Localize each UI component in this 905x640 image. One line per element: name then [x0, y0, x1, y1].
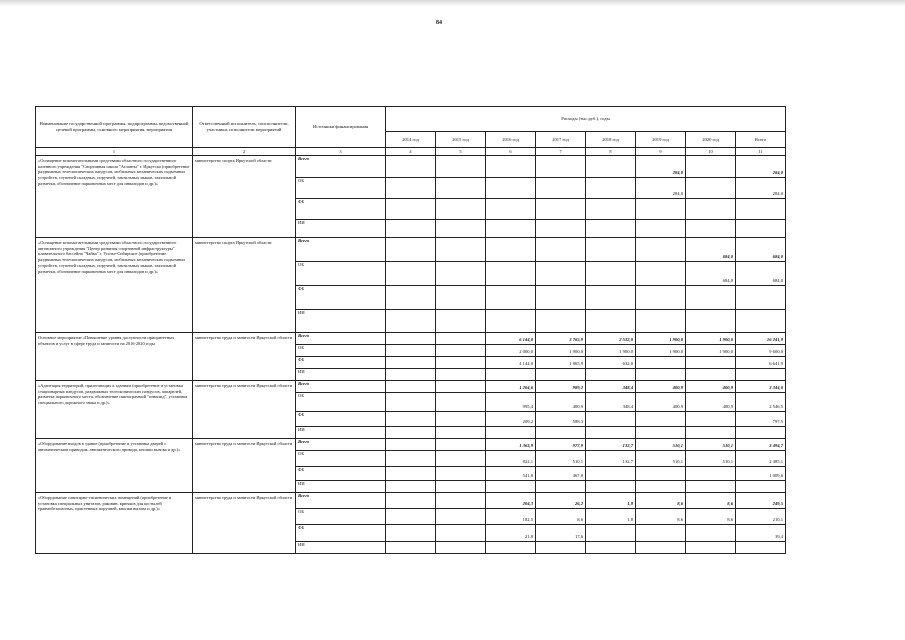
amount-cell: 1 900,0: [636, 333, 686, 345]
amount-cell: [436, 509, 486, 525]
amount-cell: 1 204,6: [486, 381, 536, 393]
amount-cell: [586, 412, 636, 427]
amount-cell: [386, 220, 436, 238]
amount-cell: 6 144,0: [486, 333, 536, 345]
funding-source: ИИ: [296, 481, 386, 493]
amount-cell: 1 363,9: [486, 439, 536, 451]
amount-cell: [386, 525, 436, 542]
amount-cell: [636, 310, 686, 333]
amount-cell: [436, 369, 486, 381]
header-year: 2015 год: [436, 132, 486, 148]
header-year: 2017 год: [536, 132, 586, 148]
amount-cell: [736, 199, 786, 220]
amount-cell: [736, 369, 786, 381]
amount-cell: [486, 542, 536, 554]
amount-cell: 8,6: [686, 509, 736, 525]
amount-cell: [686, 286, 736, 310]
amount-cell: 8,6: [686, 493, 736, 509]
amount-cell: 995,4: [486, 393, 536, 412]
column-index: 7: [536, 148, 586, 156]
amount-cell: [686, 357, 736, 369]
amount-cell: [386, 357, 436, 369]
amount-cell: 632,0: [586, 357, 636, 369]
amount-cell: [436, 467, 486, 481]
amount-cell: [486, 427, 536, 439]
amount-cell: [486, 369, 536, 381]
table-row: [36, 156, 786, 178]
amount-cell: 989,2: [536, 381, 586, 393]
amount-cell: 684,0: [736, 262, 786, 286]
table-row: [36, 439, 786, 451]
column-index: 3: [296, 148, 386, 156]
amount-cell: [686, 525, 736, 542]
amount-cell: [536, 178, 586, 199]
amount-cell: 1 865,9: [536, 357, 586, 369]
amount-cell: 400,9: [636, 393, 686, 412]
amount-cell: 2 546,5: [736, 393, 786, 412]
amount-cell: 684,0: [736, 238, 786, 262]
amount-cell: [736, 286, 786, 310]
column-index: 2: [193, 148, 296, 156]
amount-cell: [536, 262, 586, 286]
table-row: [36, 238, 786, 262]
amount-cell: 1 900,0: [586, 345, 636, 357]
amount-cell: 6 641,9: [736, 357, 786, 369]
amount-cell: 2 532,0: [586, 333, 636, 345]
amount-cell: [486, 156, 536, 178]
amount-cell: [536, 542, 586, 554]
amount-cell: [586, 156, 636, 178]
amount-cell: [636, 199, 686, 220]
funding-source: ОБ: [296, 178, 386, 199]
funding-source: ОБ: [296, 451, 386, 467]
amount-cell: [436, 439, 486, 451]
amount-cell: 510,1: [536, 451, 586, 467]
amount-cell: [586, 310, 636, 333]
amount-cell: [686, 542, 736, 554]
amount-cell: [686, 220, 736, 238]
funding-source: ФБ: [296, 467, 386, 481]
header-responsible: Ответственный исполнитель, соисполнители, участники, исполнители мероприятий: [193, 107, 296, 148]
amount-cell: 510,1: [686, 439, 736, 451]
amount-cell: [436, 286, 486, 310]
amount-cell: [536, 310, 586, 333]
header-year: 2014 год: [386, 132, 436, 148]
amount-cell: [686, 310, 736, 333]
amount-cell: [386, 412, 436, 427]
responsible-executor: министерство спорта Иркутской области: [193, 238, 296, 333]
header-year: 2016 год: [486, 132, 536, 148]
responsible-executor: министерство труда и занятости Иркутской области: [193, 333, 296, 381]
amount-cell: 8,6: [536, 509, 586, 525]
amount-cell: [436, 238, 486, 262]
amount-cell: [436, 345, 486, 357]
amount-cell: 510,1: [636, 451, 686, 467]
funding-source: Всего: [296, 238, 386, 262]
expenses-table: [35, 106, 786, 554]
amount-cell: [586, 262, 636, 286]
amount-cell: [586, 238, 636, 262]
header-source: Источники финансирования: [296, 107, 386, 148]
responsible-executor: министерство спорта Иркутской области: [193, 156, 296, 238]
amount-cell: 26,2: [536, 493, 586, 509]
amount-cell: [586, 481, 636, 493]
amount-cell: [436, 220, 486, 238]
amount-cell: [436, 333, 486, 345]
amount-cell: [386, 262, 436, 286]
amount-cell: [586, 199, 636, 220]
amount-cell: [436, 310, 486, 333]
amount-cell: 210,1: [736, 509, 786, 525]
amount-cell: 1 900,0: [536, 345, 586, 357]
amount-cell: [436, 199, 486, 220]
column-index-row: [36, 148, 786, 156]
funding-source: ИИ: [296, 427, 386, 439]
table-body: [36, 156, 786, 554]
amount-cell: [386, 345, 436, 357]
amount-cell: 9 600,0: [736, 345, 786, 357]
amount-cell: [536, 481, 586, 493]
amount-cell: 249,5: [736, 493, 786, 509]
amount-cell: 541,8: [486, 467, 536, 481]
amount-cell: 1 009,6: [736, 467, 786, 481]
funding-source: Всего: [296, 493, 386, 509]
amount-cell: 1 900,0: [686, 333, 736, 345]
amount-cell: 510,1: [636, 439, 686, 451]
header-expenses: Расходы (тыс.руб.), годы: [386, 107, 786, 132]
table-header: [36, 107, 786, 156]
funding-source: ИИ: [296, 310, 386, 333]
amount-cell: [436, 427, 486, 439]
amount-cell: 3 494,7: [736, 439, 786, 451]
amount-cell: 1,8: [586, 493, 636, 509]
amount-cell: [536, 369, 586, 381]
amount-cell: 797,5: [736, 412, 786, 427]
amount-cell: 400,9: [686, 381, 736, 393]
amount-cell: [736, 310, 786, 333]
amount-cell: 400,9: [536, 393, 586, 412]
amount-cell: [536, 220, 586, 238]
amount-cell: 8,6: [636, 509, 686, 525]
funding-source: ФБ: [296, 357, 386, 369]
amount-cell: [486, 262, 536, 286]
amount-cell: 21,8: [486, 525, 536, 542]
amount-cell: [686, 412, 736, 427]
funding-source: ФБ: [296, 199, 386, 220]
table-row: [36, 381, 786, 393]
column-index: 5: [436, 148, 486, 156]
amount-cell: [386, 467, 436, 481]
column-index: 6: [486, 148, 536, 156]
amount-cell: [386, 481, 436, 493]
amount-cell: [586, 427, 636, 439]
amount-cell: 3 765,9: [536, 333, 586, 345]
amount-cell: [736, 481, 786, 493]
amount-cell: [436, 412, 486, 427]
amount-cell: [386, 333, 436, 345]
page-number: 84: [436, 20, 442, 26]
amount-cell: 1 900,0: [686, 345, 736, 357]
activity-name: «Оборудование входов в здание (приобретение и установка дверей с автоматическим приводом, автоматического привода, кнопки вызова и др.)»: [36, 439, 193, 493]
responsible-executor: министерство труда и занятости Иркутской области: [193, 493, 296, 554]
amount-cell: [486, 310, 536, 333]
amount-cell: [736, 220, 786, 238]
column-index: 4: [386, 148, 436, 156]
amount-cell: [486, 481, 536, 493]
amount-cell: 2 485,1: [736, 451, 786, 467]
funding-source: ОБ: [296, 509, 386, 525]
amount-cell: [386, 369, 436, 381]
amount-cell: [686, 156, 736, 178]
amount-cell: [586, 467, 636, 481]
amount-cell: [436, 156, 486, 178]
header-year: 2018 год: [586, 132, 636, 148]
amount-cell: [386, 393, 436, 412]
amount-cell: 510,1: [686, 451, 736, 467]
amount-cell: [436, 178, 486, 199]
responsible-executor: министерство труда и занятости Иркутской области: [193, 439, 296, 493]
amount-cell: [536, 156, 586, 178]
amount-cell: [686, 481, 736, 493]
column-index: 11: [736, 148, 786, 156]
amount-cell: 132,7: [586, 451, 636, 467]
amount-cell: [486, 199, 536, 220]
activity-name: «Адаптация территорий, прилегающих к зданиям (приобретение и установка стационарных пандусов, раздвижных телескопических пандусов, аппарелей, разметка парковочного места, обозначение пиктограммой "инвалид", установка специального дорожного знака и др.)»: [36, 381, 193, 439]
amount-cell: [736, 427, 786, 439]
amount-cell: [386, 439, 436, 451]
amount-cell: 588,3: [536, 412, 586, 427]
amount-cell: [436, 525, 486, 542]
amount-cell: [586, 286, 636, 310]
amount-cell: [586, 178, 636, 199]
funding-source: ОБ: [296, 345, 386, 357]
column-index: 10: [686, 148, 736, 156]
funding-source: ИИ: [296, 220, 386, 238]
funding-source: ФБ: [296, 525, 386, 542]
header-year: Всего: [736, 132, 786, 148]
funding-source: Всего: [296, 439, 386, 451]
table-row: [36, 493, 786, 509]
header-program: Наименование государственной программы, подпрограммы, ведомственной целевой программы, основного мероприятия, мероприятия: [36, 107, 193, 148]
amount-cell: [436, 262, 486, 286]
amount-cell: [436, 451, 486, 467]
amount-cell: [636, 357, 686, 369]
funding-source: ФБ: [296, 286, 386, 310]
amount-cell: 684,0: [686, 262, 736, 286]
amount-cell: 132,7: [586, 439, 636, 451]
amount-cell: 204,3: [486, 493, 536, 509]
amount-cell: [636, 412, 686, 427]
amount-cell: [386, 427, 436, 439]
amount-cell: [536, 286, 586, 310]
amount-cell: [436, 481, 486, 493]
amount-cell: [686, 178, 736, 199]
amount-cell: [536, 238, 586, 262]
amount-cell: 3 344,0: [736, 381, 786, 393]
amount-cell: [636, 542, 686, 554]
amount-cell: [636, 525, 686, 542]
funding-source: Всего: [296, 333, 386, 345]
amount-cell: [386, 542, 436, 554]
amount-cell: 17,6: [536, 525, 586, 542]
amount-cell: 182,5: [486, 509, 536, 525]
amount-cell: [686, 427, 736, 439]
amount-cell: [636, 286, 686, 310]
amount-cell: [386, 286, 436, 310]
amount-cell: 39,4: [736, 525, 786, 542]
amount-cell: [586, 220, 636, 238]
amount-cell: [386, 156, 436, 178]
amount-cell: 1,8: [586, 509, 636, 525]
amount-cell: [386, 310, 436, 333]
amount-cell: [386, 381, 436, 393]
amount-cell: [636, 369, 686, 381]
amount-cell: 209,2: [486, 412, 536, 427]
amount-cell: 284,0: [736, 156, 786, 178]
amount-cell: [486, 286, 536, 310]
amount-cell: [636, 467, 686, 481]
amount-cell: [436, 357, 486, 369]
amount-cell: 400,9: [636, 381, 686, 393]
amount-cell: [436, 381, 486, 393]
amount-cell: 348,4: [586, 393, 636, 412]
amount-cell: [636, 238, 686, 262]
amount-cell: [386, 178, 436, 199]
amount-cell: [586, 542, 636, 554]
amount-cell: [386, 238, 436, 262]
amount-cell: [686, 467, 736, 481]
amount-cell: [436, 493, 486, 509]
responsible-executor: министерство труда и занятости Иркутской области: [193, 381, 296, 439]
amount-cell: [486, 178, 536, 199]
amount-cell: [586, 525, 636, 542]
activity-name: «Оснащение вспомогательными средствами областного государственного казенного учреждения "Спортивная школа "Атланты" г. Иркутска (приобретение раздвижных телескопических пандусов, мобильных механических подъемных устройств, ступеней складных, поручней, тактильных знаков, тактильной разметки, обозначение парковочных мест для инвалидов и др.)»: [36, 156, 193, 238]
amount-cell: [386, 451, 436, 467]
amount-cell: 400,9: [686, 393, 736, 412]
amount-cell: 284,0: [636, 156, 686, 178]
amount-cell: [636, 481, 686, 493]
column-index: 9: [636, 148, 686, 156]
amount-cell: 977,9: [536, 439, 586, 451]
amount-cell: 4 144,0: [486, 357, 536, 369]
amount-cell: [486, 238, 536, 262]
amount-cell: 467,8: [536, 467, 586, 481]
amount-cell: [636, 262, 686, 286]
column-index: 1: [36, 148, 193, 156]
header-year: 2020 год: [686, 132, 736, 148]
amount-cell: [436, 542, 486, 554]
column-index: 8: [586, 148, 636, 156]
amount-cell: 284,0: [636, 178, 686, 199]
amount-cell: [536, 427, 586, 439]
amount-cell: 684,0: [686, 238, 736, 262]
amount-cell: [686, 199, 736, 220]
amount-cell: [686, 369, 736, 381]
table-row: [36, 333, 786, 345]
amount-cell: [736, 542, 786, 554]
amount-cell: [386, 493, 436, 509]
amount-cell: 1 900,0: [636, 345, 686, 357]
amount-cell: [536, 199, 586, 220]
funding-source: ИИ: [296, 542, 386, 554]
amount-cell: 822,1: [486, 451, 536, 467]
amount-cell: [436, 393, 486, 412]
amount-cell: 8,6: [636, 493, 686, 509]
amount-cell: [486, 220, 536, 238]
funding-source: ИИ: [296, 369, 386, 381]
amount-cell: [386, 509, 436, 525]
amount-cell: 16 241,9: [736, 333, 786, 345]
amount-cell: [386, 199, 436, 220]
activity-name: «Оснащение вспомогательными средствами областного государственного автономного учреждения "Центр развития спортивной инфраструктуры" плавательного бассейна "Чайка" г. Усолье-Сибирское (приобретение раздвижных телескопических пандусов, мобильных механических подъемных устройств, ступеней складных, поручней, тактильных знаков, тактильной разметки, обозначение парковочных мест для инвалидов и др.)»: [36, 238, 193, 333]
activity-name: Основное мероприятие «Повышение уровня доступности приоритетных объектов и услуг в сфере труда и занятости на 2016-2020 годы: [36, 333, 193, 381]
funding-source: ФБ: [296, 412, 386, 427]
activity-name: «Оборудование санитарно-гигиенических помещений (приобретение и установка специальных унитазов, раковин, крючков для костылей травмобезопасных, пристенных поручней, кнопки вызова и др.)»: [36, 493, 193, 554]
funding-source: ОБ: [296, 262, 386, 286]
funding-source: ОБ: [296, 393, 386, 412]
amount-cell: 284,0: [736, 178, 786, 199]
amount-cell: [636, 427, 686, 439]
amount-cell: [636, 220, 686, 238]
scan-edge: [0, 0, 905, 6]
header-year: 2019 год: [636, 132, 686, 148]
amount-cell: [586, 369, 636, 381]
amount-cell: 2 000,0: [486, 345, 536, 357]
funding-source: Всего: [296, 156, 386, 178]
amount-cell: 348,4: [586, 381, 636, 393]
funding-source: Всего: [296, 381, 386, 393]
